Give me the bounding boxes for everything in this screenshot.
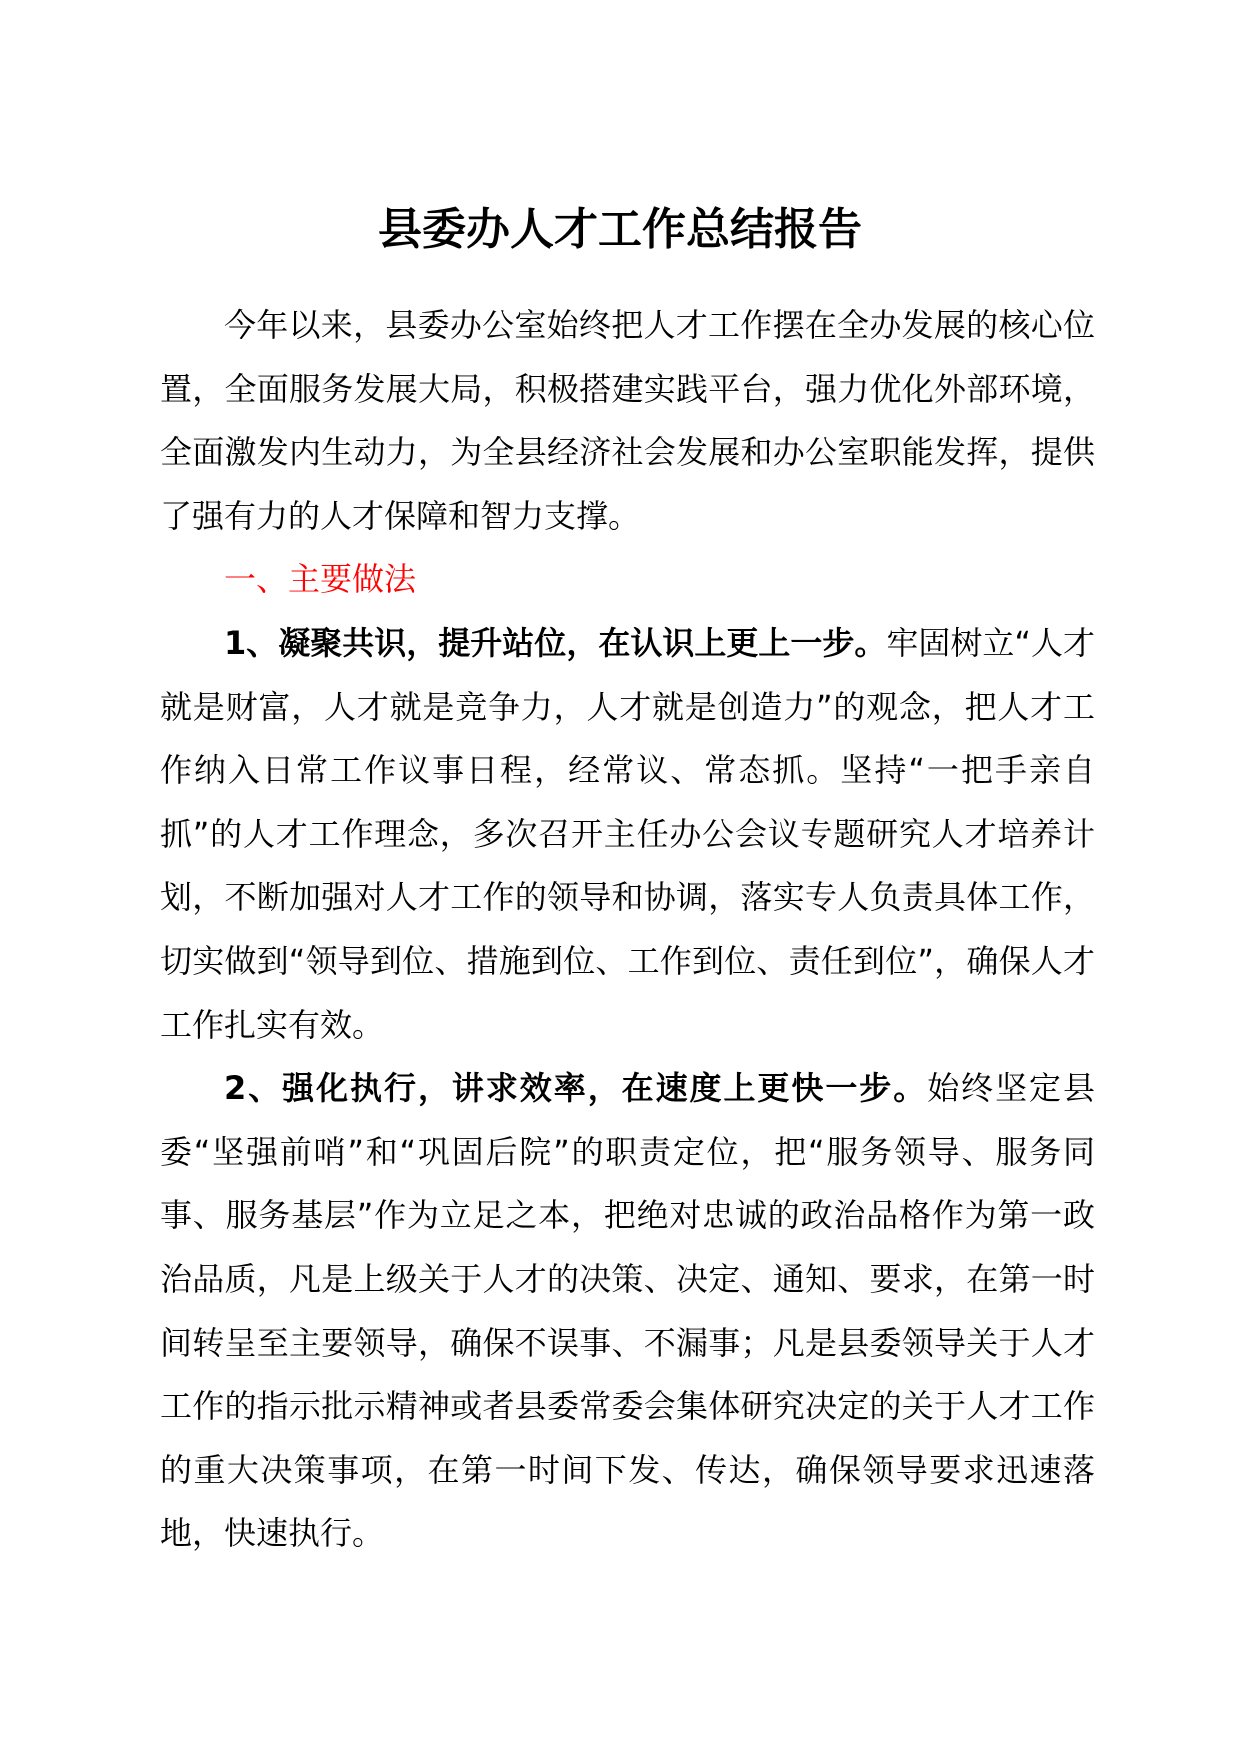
document-body (160, 294, 1095, 1566)
item-paragraph-2 (160, 1057, 1095, 1566)
document-title: 县委办人才工作总结报告 (378, 204, 862, 255)
item-body-1: 牢固树立“人才就是财富，人才就是竞争力，人才就是创造力”的观念，把人才工作纳入日常工作议事日程，经常议、常态抓。坚持“一把手亲自抓”的人才工作理念，多次召开主任办公会议专题研究人才培养计划，不断加强对人才工作的领导和协调，落实专人负责具体工作，切实做到“领导到位、措施到位、工作到位、责任到位”，确保人才工作扎实有效。 (160, 623, 1095, 1044)
section-heading: 一、主要做法 (224, 560, 417, 599)
item-lead-1: 1、凝聚共识，提升站位，在认识上更上一步。 (224, 623, 887, 662)
intro-paragraph: 今年以来，县委办公室始终把人才工作摆在全办发展的核心位置，全面服务发展大局，积极搭建实践平台，强力优化外部环境，全面激发内生动力，为全县经济社会发展和办公室职能发挥，提供了强有力的人才保障和智力支撑。 (160, 306, 1095, 535)
item-body-2: 始终坚定县委“坚强前哨”和“巩固后院”的职责定位，把“服务领导、服务同事、服务基层”作为立足之本，把绝对忠诚的政治品格作为第一政治品质，凡是上级关于人才的决策、决定、通知、要求，在第一时间转呈至主要领导，确保不误事、不漏事；凡是县委领导关于人才工作的指示批示精神或者县委常委会集体研究决定的关于人才工作的重大决策事项，在第一时间下发、传达，确保领导要求迅速落地，快速执行。 (160, 1069, 1095, 1553)
item-lead-2: 2、强化执行，讲求效率，在速度上更快一步。 (224, 1069, 928, 1108)
item-paragraph-1 (160, 612, 1095, 1057)
